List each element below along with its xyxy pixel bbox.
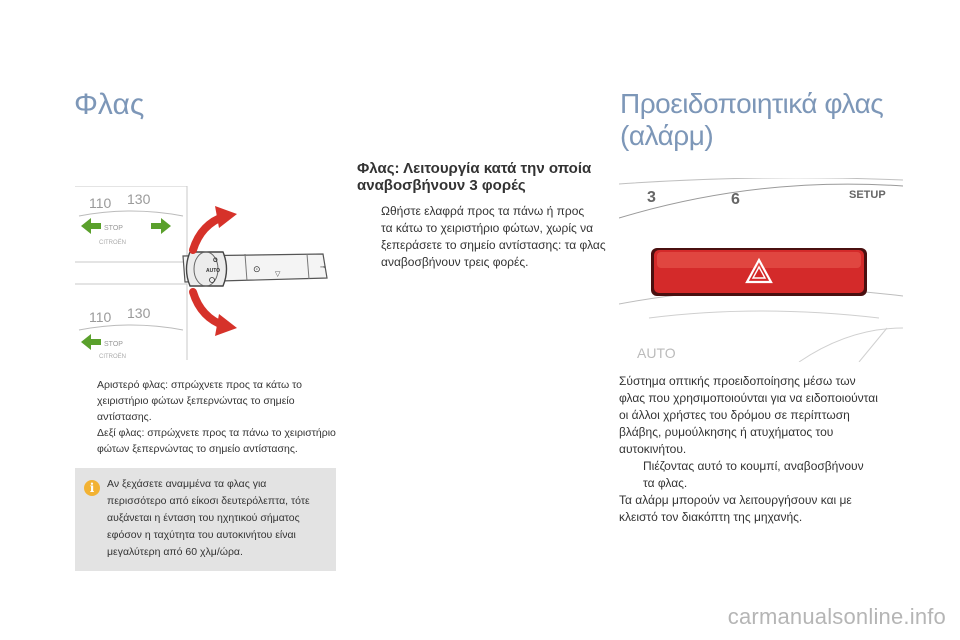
instruction-line: τα κάτω το χειριστήριο φώτων, χωρίς να: [381, 221, 594, 235]
info-line: Αν ξεχάσετε αναμμένα τα φλας για: [107, 478, 267, 490]
note-right-signal: Δεξί φλας: σπρώχνετε προς τα πάνω το χειριστήριο: [97, 427, 336, 439]
info-line: αυξάνεται η ένταση του ηχητικού σήματος: [107, 512, 300, 524]
auto-label: AUTO: [637, 345, 676, 361]
info-icon: i: [84, 480, 100, 496]
page-title-left: Φλας: [74, 88, 145, 121]
watermark: carmanualsonline.info: [727, 604, 946, 629]
info-box: [75, 468, 336, 571]
brand-label: CITROËN: [99, 354, 126, 360]
hazard-description: [619, 373, 919, 526]
section-subheading: Φλας: Λειτουργία κατά την οποία αναβοσβήνουν 3 φορές: [357, 160, 592, 194]
speed-130-label: 130: [127, 305, 151, 321]
hazard-button-illustration: [619, 178, 903, 362]
key-icon: ⊸: [320, 263, 326, 271]
description-line: φλας που χρησιμοποιούνται για να ειδοποιούνται: [619, 391, 878, 405]
speed-130-label: 130: [127, 191, 151, 207]
turn-signal-stalk-illustration: [75, 186, 336, 360]
note-line: αντίστασης.: [97, 411, 152, 423]
description-line: τα φλας.: [643, 476, 688, 490]
description-line: οι άλλοι χρήστες του δρόμου σε περίπτωση: [619, 408, 850, 422]
bullet-icon: [357, 203, 381, 220]
note-line: χειριστήριο φώτων ξεπερνώντας το σημείο: [97, 395, 295, 407]
page-title-right: Προειδοποιητικά φλας (αλάρμ): [620, 88, 884, 151]
hazard-press-instruction: Πιέζοντας αυτό το κουμπί, αναβοσβήνουν: [643, 459, 864, 473]
stop-label: STOP: [104, 225, 123, 232]
bullet-icon: [77, 425, 97, 441]
note-line: φώτων ξεπερνώντας το σημείο αντίστασης.: [97, 443, 298, 455]
fog-light-icon: ⊙: [253, 265, 261, 275]
three-flash-instructions: [357, 203, 627, 271]
info-line: εφόσον η ταχύτητα του αυτοκινήτου είναι: [107, 529, 296, 541]
instruction-line: ξεπεράσετε το σημείο αντίστασης: τα φλας: [381, 238, 606, 252]
fog-down-arrow-icon: ▽: [275, 270, 281, 278]
brand-label: CITROËN: [99, 240, 126, 246]
description-line: κλειστό τον διακόπτη της μηχανής.: [619, 510, 803, 524]
auto-label: AUTO: [206, 268, 221, 274]
description-line: Σύστημα οπτικής προειδοποίησης μέσω των: [619, 374, 856, 388]
description-line: αυτοκινήτου.: [619, 442, 687, 456]
turn-signal-notes: [77, 377, 339, 457]
instruction-line: αναβοσβήνουν τρεις φορές.: [381, 255, 529, 269]
o-label: O: [213, 258, 218, 264]
bullet-icon: [77, 377, 97, 393]
description-line: βλάβης, ρυμούλκησης ή ατυχήματος του: [619, 425, 834, 439]
button-6-label: 6: [731, 191, 740, 208]
info-line: μεγαλύτερη από 60 χλμ/ώρα.: [107, 546, 243, 558]
setup-label: SETUP: [849, 189, 886, 201]
speed-110-label: 110: [89, 309, 112, 325]
instruction-first-line: Ωθήστε ελαφρά προς τα πάνω ή προς: [381, 204, 585, 218]
hazard-button[interactable]: [651, 248, 867, 296]
speed-110-label: 110: [89, 195, 112, 211]
note-left-signal: Αριστερό φλας: σπρώχνετε προς τα κάτω το: [97, 379, 302, 391]
bullet-icon: [619, 458, 643, 475]
button-3-label: 3: [647, 189, 656, 206]
stop-label: STOP: [104, 341, 123, 348]
description-line: Τα αλάρμ μπορούν να λειτουργήσουν και με: [619, 493, 852, 507]
info-line: περισσότερο από είκοσι δευτερόλεπτα, τότε: [107, 495, 310, 507]
